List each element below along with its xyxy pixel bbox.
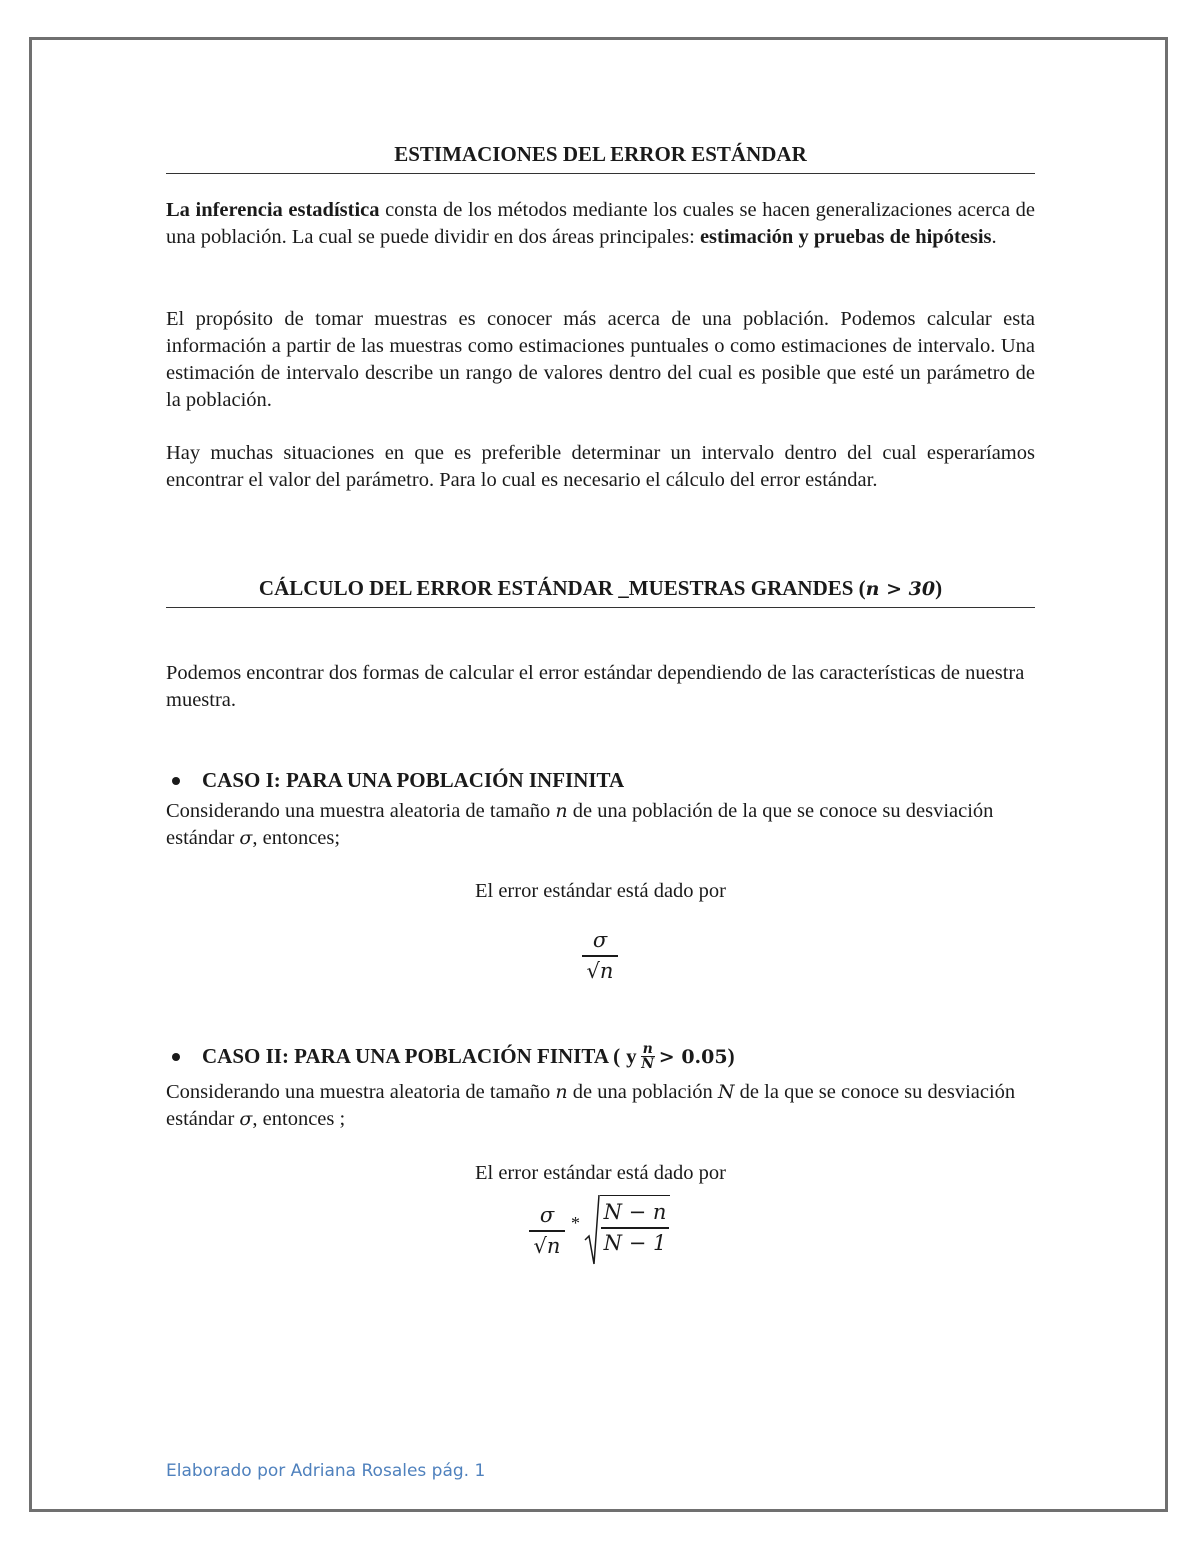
section2-title-text: CÁLCULO DEL ERROR ESTÁNDAR _MUESTRAS GRANDES ( <box>258 576 866 600</box>
section-title-text: ESTIMACIONES DEL ERROR ESTÁNDAR <box>394 142 807 166</box>
case2-heading-y: y <box>626 1044 637 1068</box>
case2-text-d: , entonces ; <box>252 1108 346 1130</box>
paragraph-proposito: El propósito de tomar muestras es conocer más acerca de una población. Podemos calcular esta información a partir de las muestras como estimaciones puntuales o como estimaciones de intervalo. Una estimación de intervalo describe un rango de valores dentro del cual es posible que esté un parámetro de la población. <box>166 308 1035 411</box>
sqrt-denominator: N − 1 <box>603 1231 667 1255</box>
case1-formula-denominator: √n <box>586 959 614 983</box>
case1-formula-label: El error estándar está dado por <box>474 880 726 902</box>
bold-inferencia: La inferencia estadística <box>166 199 380 221</box>
case1-text-b: de una población de la que se conoce su desviación estándar <box>166 800 994 849</box>
paragraph-situaciones: Hay muchas situaciones en que es preferible determinar un intervalo dentro del cual esperaríamos encontrar el valor del parámetro. Para lo cual es necesario el cálculo del error estándar. <box>166 442 1035 491</box>
case2-text-c: de la que se conoce su desviación estándar <box>166 1081 1016 1130</box>
case1-text-a: Considerando una muestra aleatoria de tamaño <box>166 800 556 822</box>
case2-var-N: N <box>717 1081 735 1103</box>
case2-frac-num: n <box>642 1041 653 1057</box>
text-period: . <box>991 226 997 248</box>
case2-fraction <box>525 1203 569 1258</box>
text-inferencia: consta de los métodos mediante los cuales se hacen generalizaciones acerca de una población. La cual se puede dividir en dos áreas principales: <box>166 199 1035 248</box>
case1-text-c: , entonces; <box>252 827 341 849</box>
bullet-icon <box>172 1053 180 1061</box>
section-title-calculo <box>166 576 1035 608</box>
case2-text-b: de una población <box>567 1081 718 1103</box>
case1-heading <box>166 768 1035 793</box>
paragraph-intro: Podemos encontrar dos formas de calcular el error estándar dependiendo de las características de nuestra muestra. <box>166 662 1025 711</box>
section2-title-math: n > 30 <box>865 578 936 600</box>
bullet-icon <box>172 777 180 785</box>
case1-var-sigma: σ <box>239 827 253 849</box>
case1-paragraph <box>166 798 1035 852</box>
case2-var-sigma: σ <box>239 1108 253 1130</box>
case1-var-n: n <box>555 800 568 822</box>
case2-heading-fraction <box>641 1042 655 1071</box>
sqrt-radical-icon <box>584 1194 600 1266</box>
case2-formula-numerator: σ <box>539 1202 555 1227</box>
case2-formula-label: El error estándar está dado por <box>474 1162 726 1184</box>
case2-formula-denominator: √n <box>533 1233 561 1258</box>
bold-estimacion: estimación y pruebas de hipótesis <box>699 226 992 248</box>
case2-formula <box>525 1190 670 1270</box>
case2-paragraph <box>166 1079 1035 1133</box>
case2-frac-den: N <box>641 1056 655 1072</box>
case2-heading-text: CASO II: PARA UNA POBLACIÓN FINITA ( <box>202 1044 621 1068</box>
case2-var-n: n <box>555 1081 568 1103</box>
section2-title-close: ) <box>935 576 943 600</box>
section-title-estimaciones <box>166 142 1035 174</box>
case2-heading-close: ) <box>727 1044 735 1068</box>
case1-formula-numerator: σ <box>592 928 608 952</box>
case2-text-a: Considerando una muestra aleatoria de tamaño <box>166 1081 556 1103</box>
case2-heading <box>166 1042 1035 1071</box>
case1-heading-text: CASO I: PARA UNA POBLACIÓN INFINITA <box>202 768 625 792</box>
paragraph-inferencia <box>166 197 1035 251</box>
case2-formula-times: * <box>571 1212 580 1233</box>
sqrt-numerator: N − n <box>603 1200 667 1224</box>
case1-formula <box>570 928 630 983</box>
sqrt-radicand <box>600 1195 670 1255</box>
case2-heading-cond: > 0.05 <box>658 1045 728 1068</box>
footer-credit: Elaborado por Adriana Rosales pág. 1 <box>166 1461 486 1481</box>
